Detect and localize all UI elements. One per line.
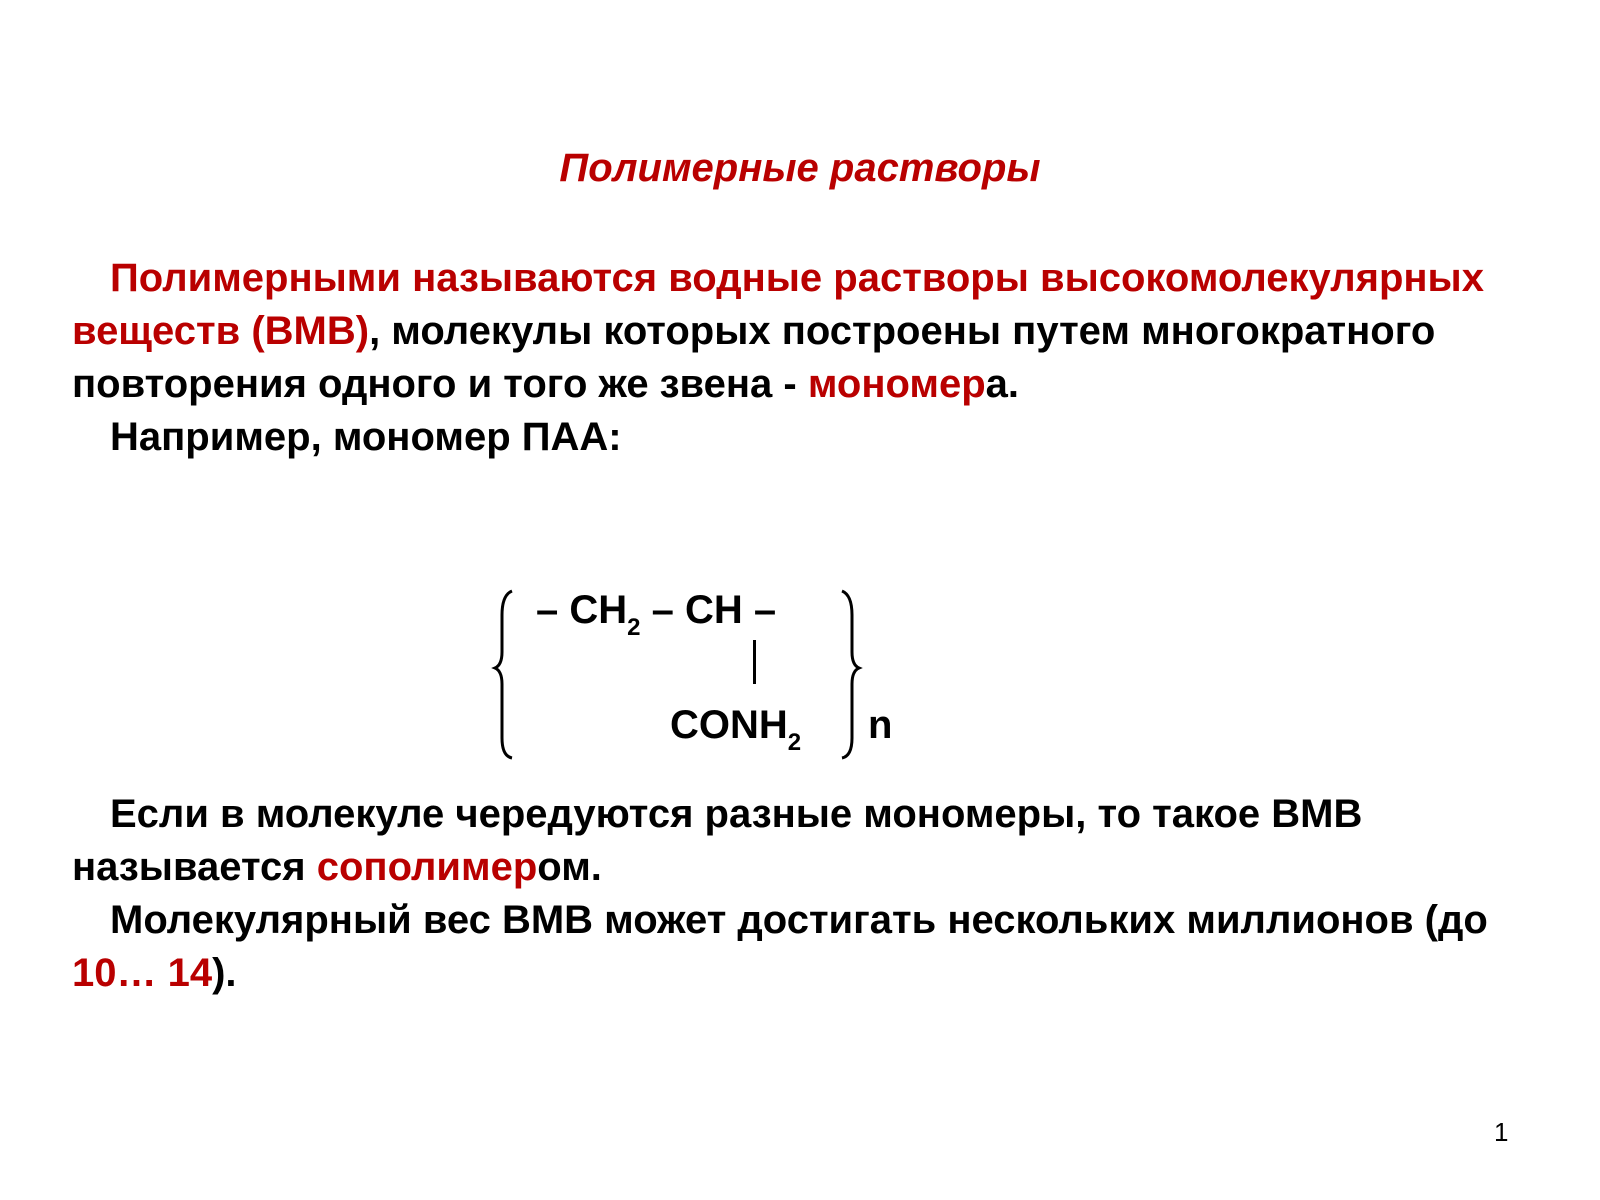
slide-title: Полимерные растворы [559,146,1041,190]
right-brace [842,591,859,758]
copolymer-text: Если в молекуле чередуются разные мономеры, то такое ВМВ называется [72,792,1363,889]
left-brace [495,591,512,758]
definition-paragraph [72,252,1552,464]
molecular-weight-tail: ). [212,951,237,995]
bond-line [753,640,756,684]
copolymer-paragraph [72,788,1552,1000]
main-chain [536,588,776,642]
example-text: Например, мономер ПАА: [110,415,622,459]
page-number: 1 [1494,1117,1509,1147]
side-group-subscript: 2 [787,729,802,756]
chain-part2: – CH – [640,588,777,632]
molecular-weight-text: Молекулярный вес ВМВ может достигать нескольких миллионов (до [110,898,1488,942]
side-group-text: CONH [670,703,788,747]
chain-subscript: 2 [627,614,641,641]
copolymer-tail: ом. [537,845,602,889]
chain-part1: – CH [536,588,628,632]
molecular-weight-range: 10… 14 [72,951,213,995]
definition-highlight: Полимерными называются водные растворы высокомолекулярных веществ (ВМВ) [72,256,1484,353]
definition-text: , молекулы которых построены путем многократного повторения одного и того же звена - [72,309,1436,406]
monomer-tail: а. [985,362,1020,406]
side-group [670,703,801,757]
copolymer-term: сополимер [316,845,538,889]
repeat-index: n [868,703,893,747]
monomer-term: мономер [807,362,986,406]
